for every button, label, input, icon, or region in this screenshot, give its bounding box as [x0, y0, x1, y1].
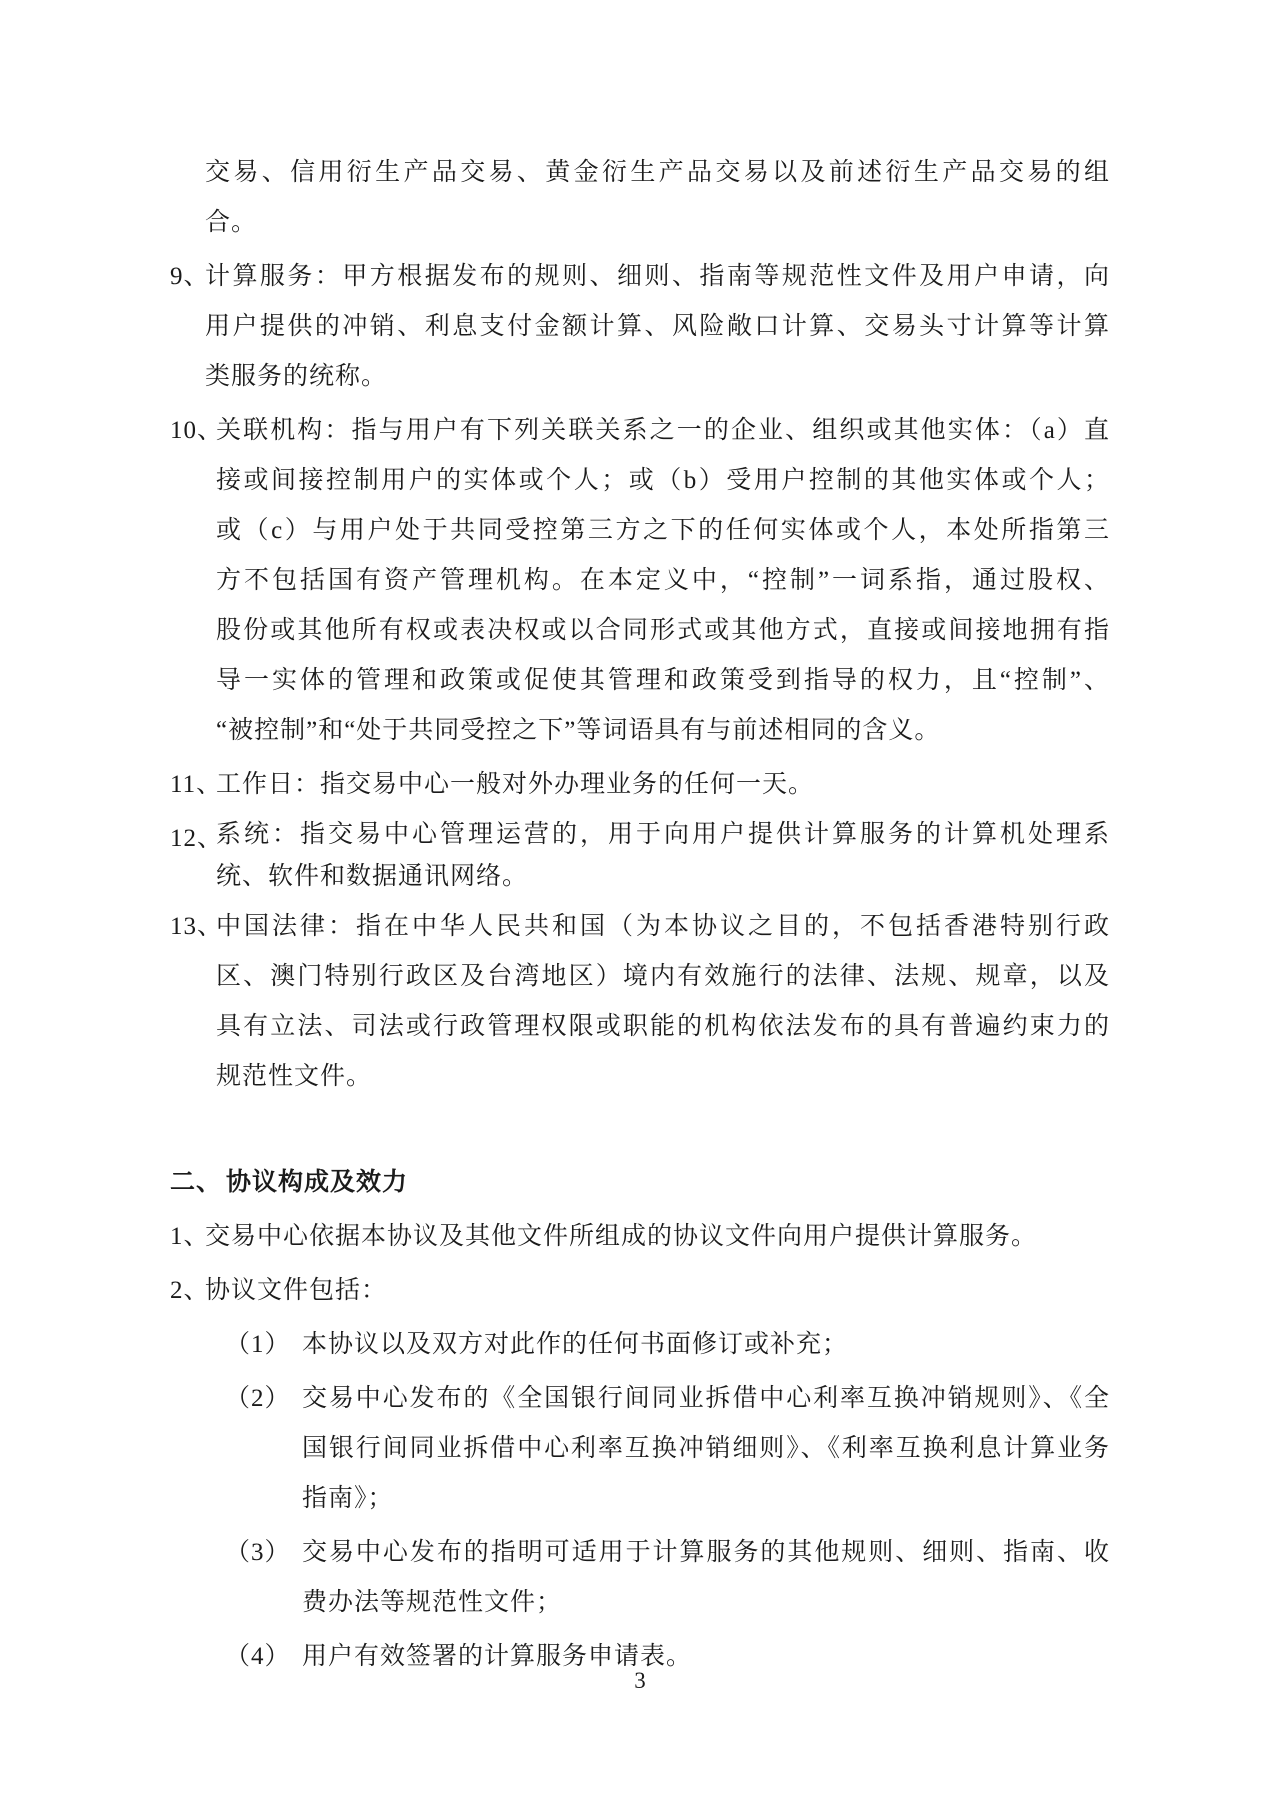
text-line: 国银行间同业拆借中心利率互换冲销细则》、《利率互换利息计算业务: [302, 1435, 1110, 1462]
sub-item-1: [225, 1320, 1110, 1370]
text-line: 交易中心发布的《全国银行间同业拆借中心利率互换冲销规则》、《全: [302, 1385, 1110, 1412]
text-line: 中国法律：指在中华人民共和国（为本协议之目的，不包括香港特别行政: [216, 913, 1110, 940]
item-number: （3）: [225, 1539, 291, 1566]
doc-content: [170, 148, 1110, 1686]
sub-item-list: [225, 1320, 1110, 1682]
text-line: 指南》；: [302, 1485, 394, 1512]
item-number: 12、: [170, 825, 224, 852]
item-number: 10、: [170, 417, 224, 444]
definition-item-9: [170, 252, 1110, 402]
text-line: 工作日：指交易中心一般对外办理业务的任何一天。: [216, 771, 815, 798]
text-line: 协议文件包括：: [205, 1277, 388, 1304]
item-number: 9、: [170, 263, 210, 290]
text-line: 或（c）与用户处于共同受控第三方之下的任何实体或个人，本处所指第三: [216, 517, 1110, 544]
text-line: 费办法等规范性文件；: [302, 1589, 563, 1616]
text-line: 具有立法、司法或行政管理权限或职能的机构依法发布的具有普遍约束力的: [216, 1013, 1110, 1040]
text-line: 类服务的统称。: [205, 363, 388, 390]
item-number: 2、: [170, 1277, 210, 1304]
agreement-item-1: [170, 1212, 1110, 1262]
heading-number: 二、: [170, 1169, 223, 1196]
text-line: 区、澳门特别行政区及台湾地区）境内有效施行的法律、法规、规章，以及: [216, 963, 1110, 990]
text-line: 系统：指交易中心管理运营的，用于向用户提供计算服务的计算机处理系: [216, 821, 1110, 848]
text-line: 本协议以及双方对此作的任何书面修订或补充；: [302, 1331, 849, 1358]
text-line: 交易中心发布的指明可适用于计算服务的其他规则、细则、指南、收: [302, 1539, 1110, 1566]
continuation-paragraph: [205, 148, 1110, 248]
text-line: 计算服务：甲方根据发布的规则、细则、指南等规范性文件及用户申请，向: [205, 263, 1110, 290]
text-line: 股份或其他所有权或表决权或以合同形式或其他方式，直接或间接地拥有指: [216, 617, 1110, 644]
definition-item-10: [170, 406, 1110, 756]
section-heading: [170, 1158, 1110, 1208]
page-number: 3: [634, 1668, 646, 1693]
sub-item-2: [225, 1374, 1110, 1524]
item-number: 11、: [170, 771, 223, 798]
text-line: 统、软件和数据通讯网络。: [216, 863, 529, 890]
agreement-item-2: [170, 1266, 1110, 1316]
definition-item-11: [170, 760, 1110, 810]
text-line: 关联机构：指与用户有下列关联关系之一的企业、组织或其他实体：（a）直: [216, 417, 1110, 444]
item-number: 13、: [170, 913, 224, 940]
definition-item-12: [170, 814, 1110, 898]
text-line: 交易、信用衍生产品交易、黄金衍生产品交易以及前述衍生产品交易的组: [205, 159, 1110, 186]
item-number: （4）: [225, 1643, 291, 1670]
item-number: 1、: [170, 1223, 210, 1250]
item-number: （1）: [225, 1331, 291, 1358]
text-line: 导一实体的管理和政策或促使其管理和政策受到指导的权力，且“控制”、: [216, 667, 1110, 694]
text-line: 合。: [205, 209, 258, 236]
text-line: 用户提供的冲销、利息支付金额计算、风险敞口计算、交易头寸计算等计算: [205, 313, 1110, 340]
text-line: 交易中心依据本协议及其他文件所组成的协议文件向用户提供计算服务。: [205, 1223, 1038, 1250]
text-line: “被控制”和“处于共同受控之下”等词语具有与前述相同的含义。: [216, 717, 941, 744]
text-line: 接或间接控制用户的实体或个人；或（b）受用户控制的其他实体或个人；: [216, 467, 1110, 494]
definition-item-13: [170, 902, 1110, 1102]
text-line: 方不包括国有资产管理机构。在本定义中，“控制”一词系指，通过股权、: [216, 567, 1110, 594]
text-line: 规范性文件。: [216, 1063, 373, 1090]
text-line: 用户有效签署的计算服务申请表。: [302, 1643, 693, 1670]
item-number: （2）: [225, 1385, 291, 1412]
sub-item-3: [225, 1528, 1110, 1628]
heading-title: 协议构成及效力: [226, 1169, 409, 1196]
